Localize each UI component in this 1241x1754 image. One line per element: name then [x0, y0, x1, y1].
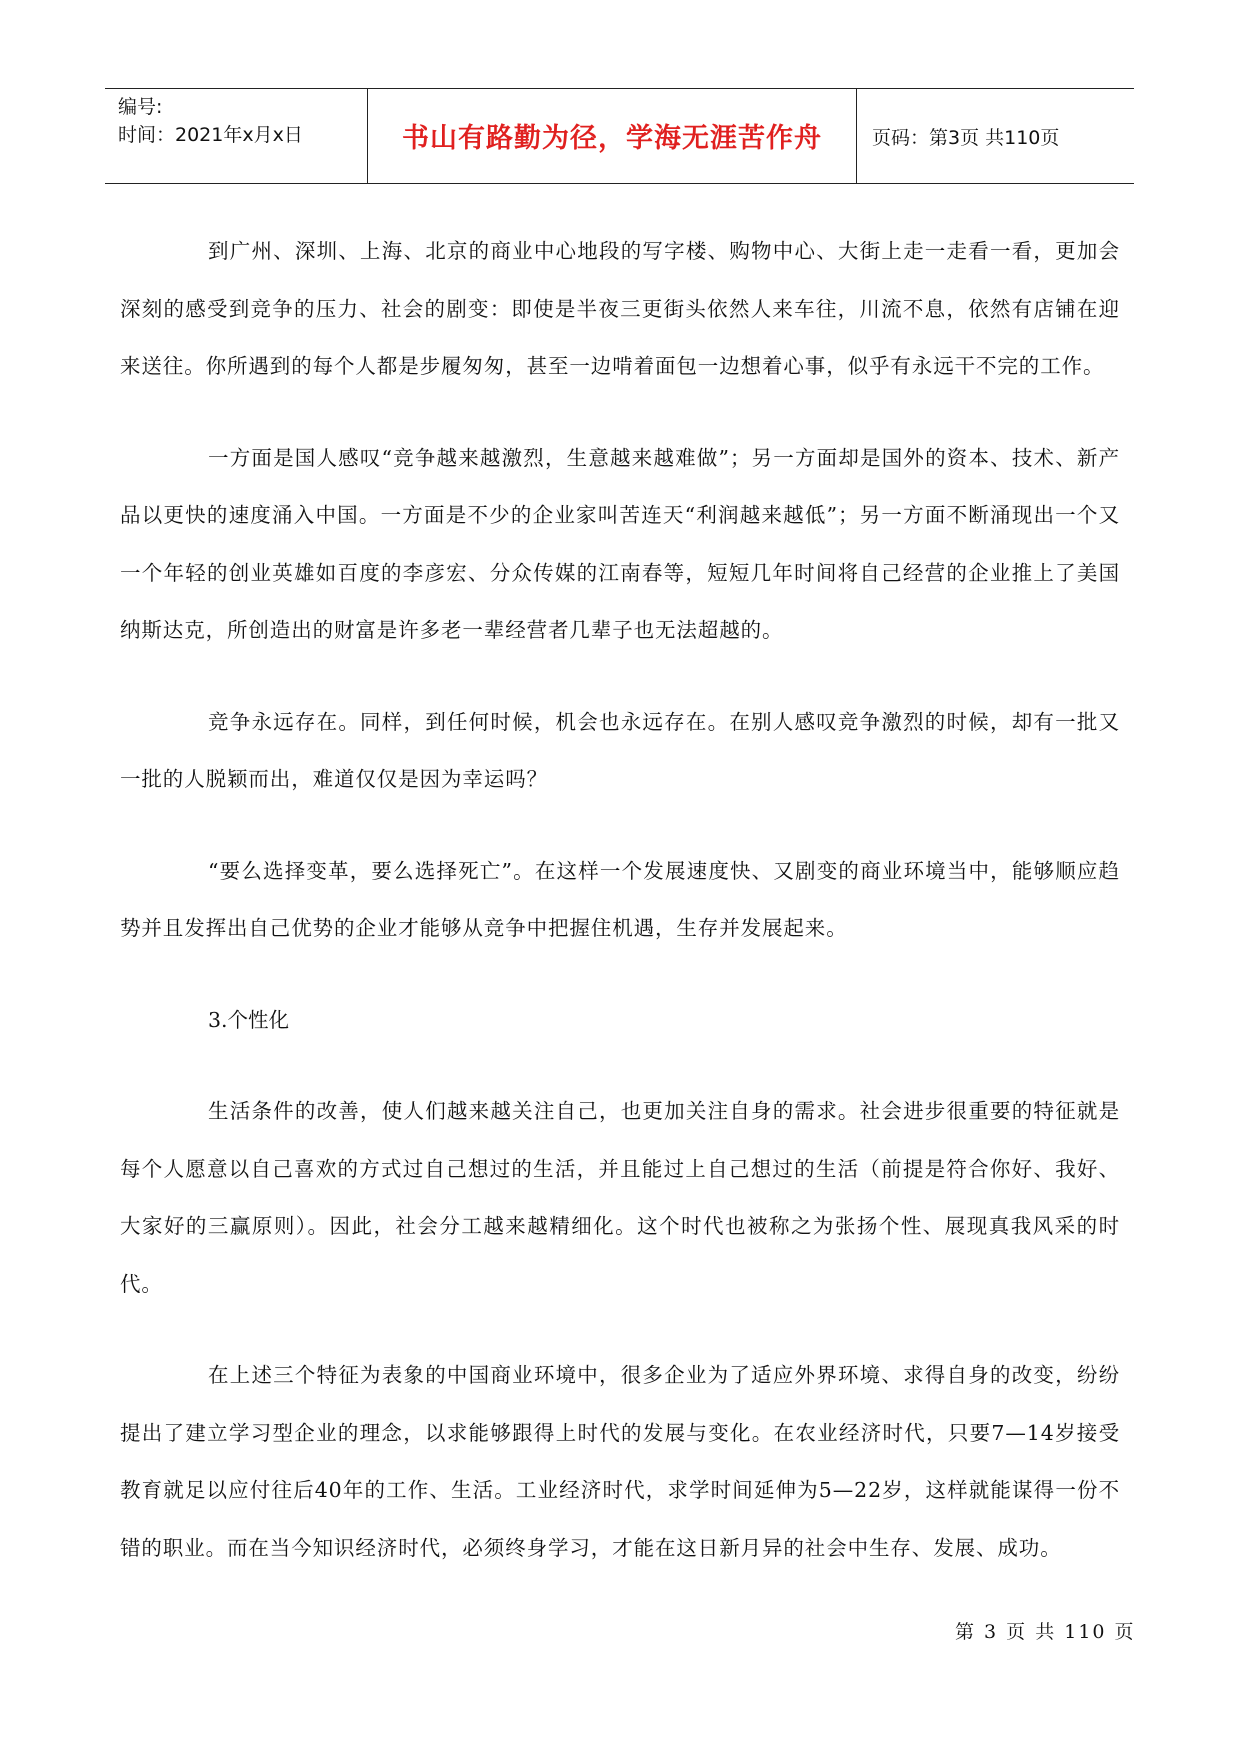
body-paragraph: 到广州、深圳、上海、北京的商业中心地段的写字楼、购物中心、大街上走一走看一看，更加会深刻的感受到竞争的压力、社会的剧变：即使是半夜三更街头依然人来车往，川流不息，依然有店铺在迎来送往。你所遇到的每个人都是步履匆匆，甚至一边啃着面包一边想着心事，似乎有永远干不完的工作。 — [120, 239, 1120, 378]
header-divider — [367, 89, 368, 183]
body-paragraph: 在上述三个特征为表象的中国商业环境中，很多企业为了适应外界环境、求得自身的改变，纷纷提出了建立学习型企业的理念，以求能够跟得上时代的发展与变化。在农业经济时代，只要7—14岁接受教育就足以应付往后40年的工作、生活。工业经济时代，求学时间延伸为5—22岁，这样就能谋得一份不错的职业。而在当今知识经济时代，必须终身学习，才能在这日新月异的社会中生存、发展、成功。 — [120, 1363, 1120, 1560]
body-paragraph: 生活条件的改善，使人们越来越关注自己，也更加关注自身的需求。社会进步很重要的特征就是每个人愿意以自己喜欢的方式过自己想过的生活，并且能过上自己想过的生活（前提是符合你好、我好、大家好的三赢原则）。因此，社会分工越来越精细化。这个时代也被称之为张扬个性、展现真我风采的时代。 — [120, 1099, 1120, 1296]
header-meta — [118, 93, 303, 149]
page-header — [105, 88, 1134, 184]
document-time-label: 时间：2021年x月x日 — [118, 124, 303, 146]
header-motto: 书山有路勤为径，学海无涯苦作舟 — [402, 123, 822, 154]
page-footer: 第 3 页 共 110 页 — [955, 1621, 1136, 1643]
document-number-label: 编号: — [118, 96, 163, 118]
section-heading: 3.个性化 — [208, 1007, 290, 1032]
header-page-info: 页码：第3页 共110页 — [872, 127, 1060, 149]
header-divider — [856, 89, 857, 183]
body-paragraph: “要么选择变革，要么选择死亡”。在这样一个发展速度快、又剧变的商业环境当中，能够顺应趋势并且发挥出自己优势的企业才能够从竞争中把握住机遇，生存并发展起来。 — [120, 858, 1120, 940]
body-paragraph: 竞争永远存在。同样，到任何时候，机会也永远存在。在别人感叹竞争激烈的时候，却有一批又一批的人脱颖而出，难道仅仅是因为幸运吗？ — [120, 709, 1120, 791]
document-body — [120, 223, 1120, 1611]
body-paragraph: 一方面是国人感叹“竞争越来越激烈，生意越来越难做”；另一方面却是国外的资本、技术、新产品以更快的速度涌入中国。一方面是不少的企业家叫苦连天“利润越来越低”；另一方面不断涌现出一个又一个年轻的创业英雄如百度的李彦宏、分众传媒的江南春等，短短几年时间将自己经营的企业推上了美国纳斯达克，所创造出的财富是许多老一辈经营者几辈子也无法超越的。 — [120, 445, 1120, 642]
